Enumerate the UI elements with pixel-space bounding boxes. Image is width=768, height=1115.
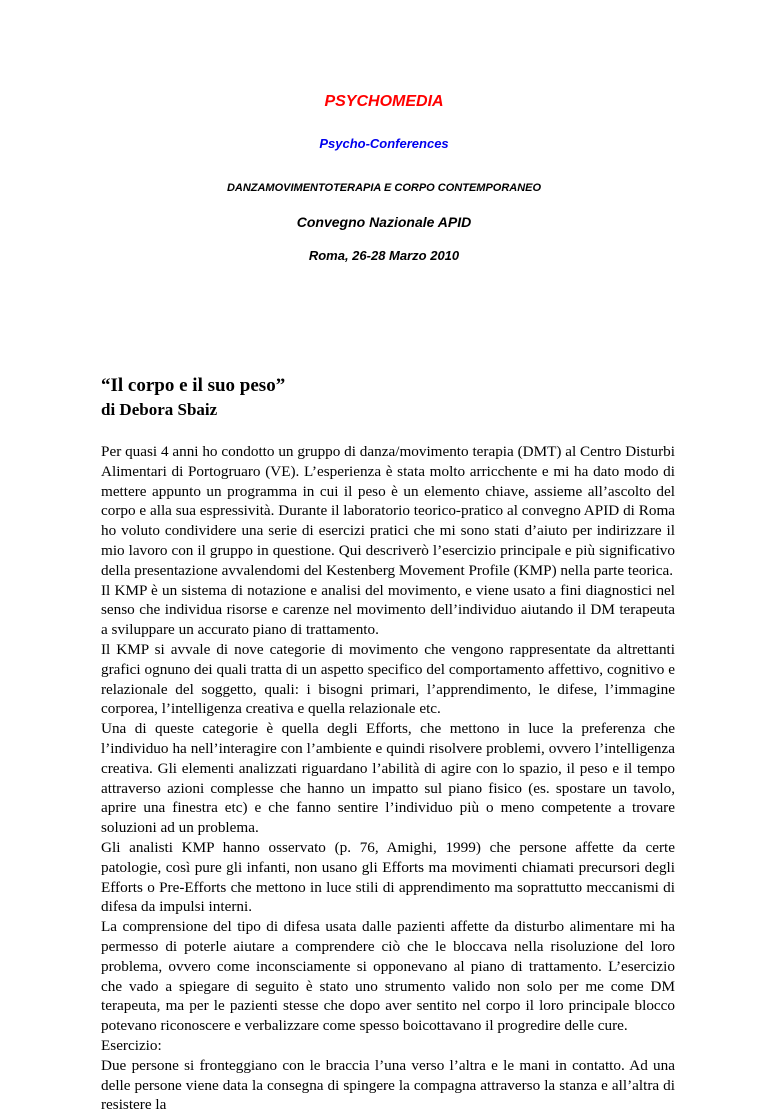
paragraph: Una di queste categorie è quella degli Efforts, che mettono in luce la preferenza che l’individuo ha nell’interagire con l’ambiente e quindi risolvere problemi, ovvero l’intelligenza creativa. Gli elementi analizzati riguardano l’abilità di agire con lo spazio, il peso e il tempo attraverso azioni complesse che hanno un impatto sul piano fisico (es. spostare un tavolo, aprire una finestra etc) e che fanno sentire l’individuo più o meno competente a trovare soluzioni ad un problema. bbox=[101, 720, 675, 837]
paragraph: Il KMP si avvale di nove categorie di movimento che vengono rappresentate da altrettanti grafici ognuno dei quali tratta di un aspetto specifico del comportamento affettivo, cognitivo e relazionale del soggetto, quali: i bisogni primari, l’apprendimento, le difese, l’immagine corporea, l’intelligenza creativa e quella relazionale etc. bbox=[101, 640, 675, 718]
paragraph: Due persone si fronteggiano con le braccia l’una verso l’altra e le mani in contatto. Ad una delle persone viene data la consegna di spingere la compagna attraverso la stanza e all’altra di resistere la bbox=[101, 1056, 675, 1114]
conference-name: Convegno Nazionale APID bbox=[296, 214, 472, 230]
article-body bbox=[101, 442, 675, 1115]
paragraph: Il KMP è un sistema di notazione e analisi del movimento, e viene usato a fini diagnostici nel senso che individua risorse e carenze nel movimento dell’individuo aiutando il DM terapeuta a sviluppare un accurato piano di trattamento. bbox=[101, 581, 675, 639]
conference-place-date: Roma, 26-28 Marzo 2010 bbox=[308, 248, 460, 263]
paragraph: Esercizio: bbox=[101, 1036, 162, 1054]
section-title: Psycho-Conferences bbox=[319, 136, 449, 151]
conference-theme: DANZAMOVIMENTOTERAPIA E CORPO CONTEMPORANEO bbox=[226, 182, 542, 194]
article-title: “Il corpo e il suo peso” bbox=[101, 375, 286, 396]
article-author: di Debora Sbaiz bbox=[101, 400, 218, 419]
paragraph: Gli analisti KMP hanno osservato (p. 76, Amighi, 1999) che persone affette da certe patologie, così pure gli infanti, non usano gli Efforts ma movimenti chiamati precursori degli Efforts o Pre-Efforts che mettono in luce stili di apprendimento ma soprattutto meccanismi di difesa da impulsi interni. bbox=[101, 838, 675, 916]
paragraph: Per quasi 4 anni ho condotto un gruppo di danza/movimento terapia (DMT) al Centro Disturbi Alimentari di Portogruaro (VE). L’esperienza è stata molto arricchente e mi ha dato modo di mettere appunto un programma in cui il peso è un elemento chiave, assieme all’ascolto del corpo e alla sua espressività. Durante il laboratorio teorico-pratico al convegno APID di Roma ho voluto condividere una serie di esercizi pratici che mi sono stati d’aiuto per indirizzare il mio lavoro con il gruppo in questione. Qui descriverò l’esercizio principale e più significativo della presentazione avvalendomi del Kestenberg Movement Profile (KMP) nella parte teorica. bbox=[101, 443, 675, 579]
site-title: PSYCHOMEDIA bbox=[324, 93, 444, 110]
paragraph: La comprensione del tipo di difesa usata dalle pazienti affette da disturbo alimentare mi ha permesso di poterle aiutare a comprendere ciò che le bloccava nella risoluzione del loro problema, ovvero come inconsciamente si opponevano al piano di trattamento. L’esercizio che vado a spiegare di seguito è stato uno strumento valido non solo per me come DM terapeuta, ma per le pazienti stesse che dopo aver sentito nel corpo il loro principale blocco potevano riconoscere e verbalizzare come spesso boicottavano il progredire delle cure. bbox=[101, 918, 675, 1035]
